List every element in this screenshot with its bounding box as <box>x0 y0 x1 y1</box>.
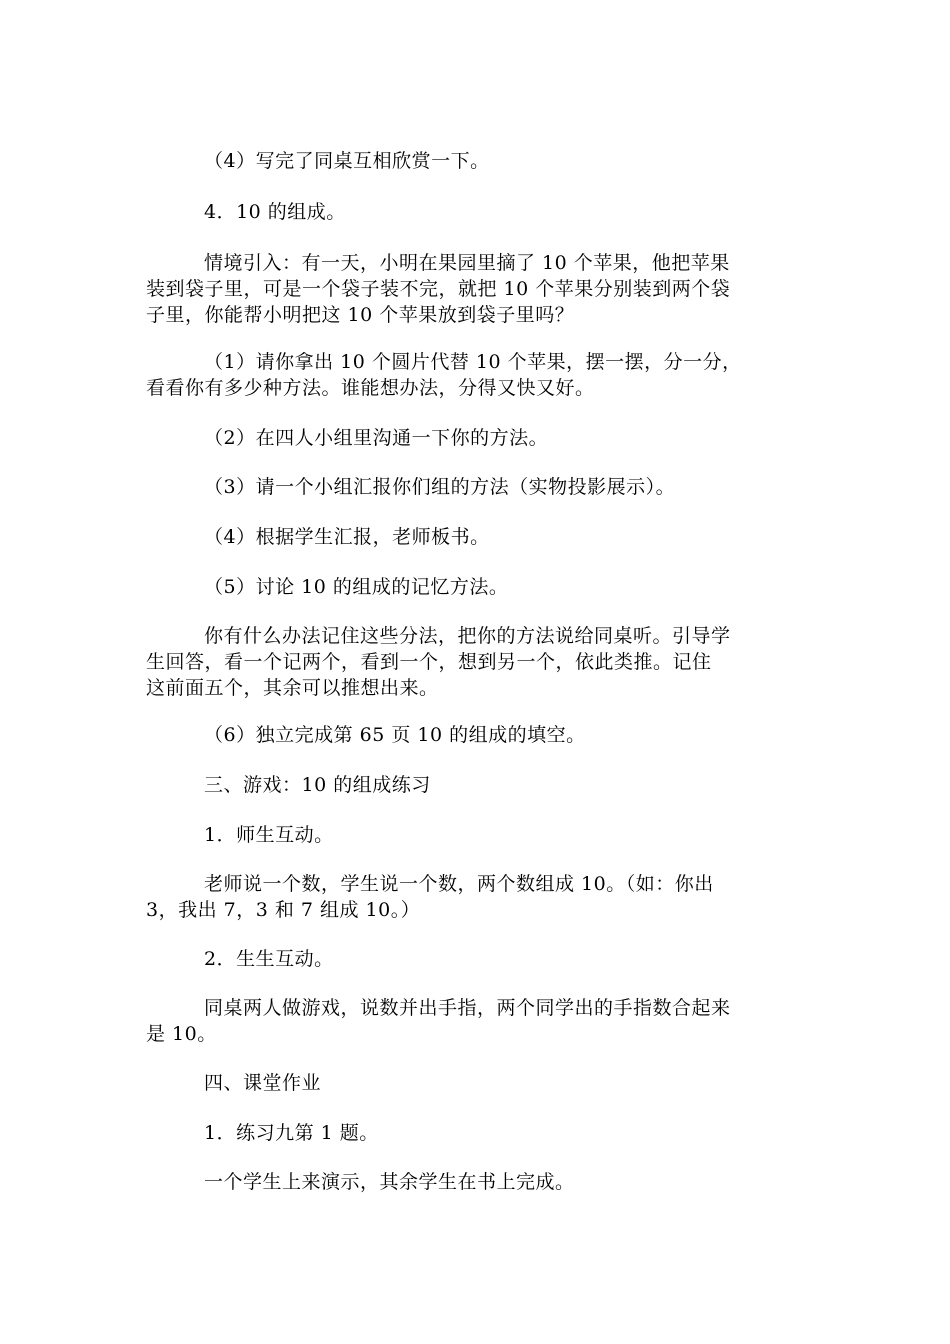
paragraph-step2-group <box>146 425 810 451</box>
paragraph-step6-fill <box>146 722 810 748</box>
text-line: 2．生生互动。 <box>204 948 334 970</box>
paragraph-section4-heading <box>146 1070 810 1096</box>
paragraph-section3-heading <box>146 772 810 798</box>
paragraph-step3-report <box>146 474 810 500</box>
paragraph-scenario-intro <box>146 250 810 328</box>
paragraph-student-student <box>146 946 810 972</box>
paragraph-step4-board <box>146 524 810 550</box>
text-line: （2）在四人小组里沟通一下你的方法。 <box>204 427 549 449</box>
text-line: 生回答，看一个记两个，看到一个，想到另一个，依此类推。记住 <box>146 651 712 673</box>
paragraph-exercise9 <box>146 1120 810 1146</box>
text-line: 同桌两人做游戏，说数并出手指，两个同学出的手指数合起来 <box>204 997 731 1019</box>
text-line: （6）独立完成第 65 页 10 的组成的填空。 <box>204 724 586 746</box>
text-line: 子里，你能帮小明把这 10 个苹果放到袋子里吗？ <box>146 304 575 326</box>
text-line: 老师说一个数，学生说一个数，两个数组成 10。（如：你出 <box>204 873 714 895</box>
text-line: 一个学生上来演示，其余学生在书上完成。 <box>204 1171 575 1193</box>
text-line: （4）写完了同桌互相欣赏一下。 <box>204 150 490 172</box>
text-line: 4．10 的组成。 <box>204 201 346 223</box>
paragraph-step1-discs <box>146 349 810 401</box>
text-line: 三、游戏：10 的组成练习 <box>204 774 431 796</box>
text-line: （1）请你拿出 10 个圆片代替 10 个苹果，摆一摆，分一分， <box>204 351 742 373</box>
text-line: （3）请一个小组汇报你们组的方法（实物投影展示）。 <box>204 476 676 498</box>
paragraph-heading-10-composition <box>146 199 810 225</box>
paragraph-finger-game <box>146 995 810 1047</box>
paragraph-step5-discuss <box>146 574 810 600</box>
paragraph-teacher-student <box>146 822 810 848</box>
text-line: 这前面五个，其余可以推想出来。 <box>146 677 439 699</box>
text-line: 是 10。 <box>146 1023 217 1045</box>
text-line: 1．练习九第 1 题。 <box>204 1122 379 1144</box>
text-line: 四、课堂作业 <box>204 1072 322 1094</box>
paragraph-teacher-game <box>146 871 810 923</box>
paragraph-demo <box>146 1169 810 1195</box>
text-line: 情境引入：有一天，小明在果园里摘了 10 个苹果，他把苹果 <box>204 252 730 274</box>
text-line: （4）根据学生汇报，老师板书。 <box>204 526 490 548</box>
paragraph-memory-method <box>146 623 810 701</box>
text-line: 3，我出 7，3 和 7 组成 10。） <box>146 899 421 921</box>
text-line: 装到袋子里，可是一个袋子装不完，就把 10 个苹果分别装到两个袋 <box>146 278 731 300</box>
text-line: （5）讨论 10 的组成的记忆方法。 <box>204 576 509 598</box>
text-line: 1．师生互动。 <box>204 824 334 846</box>
text-line: 你有什么办法记住这些分法，把你的方法说给同桌听。引导学 <box>204 625 731 647</box>
paragraph-step4-appreciate <box>146 148 810 174</box>
text-line: 看看你有多少种方法。谁能想办法，分得又快又好。 <box>146 377 595 399</box>
